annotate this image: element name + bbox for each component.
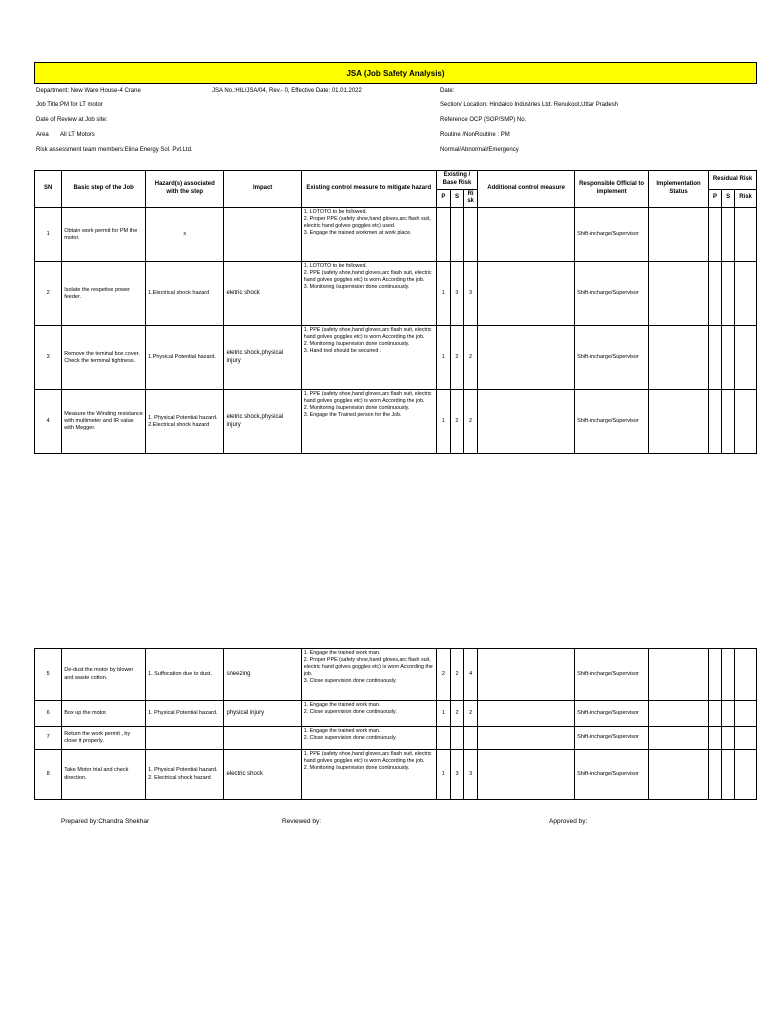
row-s: 3 — [450, 262, 463, 326]
row-residual-risk — [735, 390, 757, 454]
info-block — [34, 84, 757, 176]
row-residual-s — [722, 326, 735, 390]
control-measure: 1. PPE (safety shoe,hand gloves,arc flash suit, electric hand golves goggles etc) is worn According the job. — [303, 751, 432, 764]
control-measure: 1. Engage the trained work man. — [303, 702, 381, 708]
control-measure: 2. Close supervision done continuously. — [303, 734, 397, 741]
header-existing-control: Existing control measure to mitigate hazard — [301, 171, 436, 208]
prepared-by: Prepared by:Chandra Shekhar — [61, 818, 150, 825]
department: Department: New Ware House-4 Crane — [36, 88, 141, 94]
row-s: 2 — [450, 701, 463, 727]
header-basic-step: Basic step of the Job — [62, 171, 146, 208]
row-implementation — [649, 727, 709, 750]
row-residual-risk — [735, 750, 757, 800]
jsa-sheet — [34, 62, 757, 176]
row-p: 1 — [436, 262, 450, 326]
row-residual-s — [722, 649, 735, 701]
row-residual-p — [709, 390, 722, 454]
jsa-table-top — [34, 170, 757, 454]
row-impact: physical injury — [224, 701, 301, 727]
row-implementation — [649, 208, 709, 262]
table-row — [35, 390, 757, 454]
row-sn: 6 — [35, 701, 62, 727]
section-location: Section/ Location: Hindalco Industries Ltd. Renukoot,Uttar Pradesh — [440, 102, 619, 108]
row-responsible: Shift-incharge/Supervisor — [575, 390, 649, 454]
row-residual-p — [709, 727, 722, 750]
row-sn: 4 — [35, 390, 62, 454]
control-measure: 2. Proper PPE (safety shoe,hand gloves,arc flash suit, electric hand golves goggles etc) used. — [303, 216, 431, 230]
area-label: Area — [36, 132, 49, 138]
row-residual-risk — [735, 649, 757, 701]
row-impact: electric shock — [224, 750, 301, 800]
control-measure: 2. Proper PPE (safety shoe,hand gloves,arc flash suit, electric hand golves goggles etc) is worn According the job. — [303, 656, 433, 677]
row-step: De-dust the motor by blower and waste cotton. — [62, 649, 146, 701]
table-row — [35, 727, 757, 750]
row-step: Take Motor trial and check direction. — [62, 750, 146, 800]
row-sn: 2 — [35, 262, 62, 326]
row-hazard: 1.Electrical shock hazard — [146, 262, 224, 326]
row-existing-controls — [301, 727, 436, 750]
row-existing-controls — [301, 750, 436, 800]
control-measure: 1. LOTOTO to be followed. — [303, 209, 367, 216]
row-s: 2 — [450, 649, 463, 701]
job-title: Job Title:PM for LT motor — [36, 102, 103, 108]
row-existing-controls — [301, 701, 436, 727]
row-responsible: Shift-incharge/Supervisor — [575, 727, 649, 750]
row-s: 2 — [450, 326, 463, 390]
table-row — [35, 750, 757, 800]
row-sn: 3 — [35, 326, 62, 390]
row-additional-control — [478, 750, 575, 800]
row-existing-controls — [301, 208, 436, 262]
row-p: 2 — [436, 649, 450, 701]
row-responsible: Shift-incharge/Supervisor — [575, 701, 649, 727]
control-measure: 2. PPE (safety shoe,hand gloves,arc flash suit, electric hand golves goggles etc) is worn According the job. — [303, 270, 432, 284]
row-additional-control — [478, 208, 575, 262]
row-p: 1 — [436, 701, 450, 727]
control-measure: 3. Engage the Trained person for the Job. — [303, 412, 402, 419]
row-responsible: Shift-incharge/Supervisor — [575, 649, 649, 701]
reviewed-by: Reviewed by: — [282, 818, 322, 825]
control-measure: 2. Monitoring /supervision done continuously. — [303, 341, 410, 348]
row-impact — [224, 727, 301, 750]
header-risk: Risk — [463, 189, 477, 208]
row-risk — [464, 727, 478, 750]
row-risk: 2 — [463, 326, 477, 390]
control-measure: 1. PPE (safety shoe,hand gloves,arc flash suit, electric hand golves goggles etc) is worn According the job. — [303, 391, 432, 405]
header-responsible: Responsible Official to implement — [575, 171, 649, 208]
row-p — [436, 727, 450, 750]
row-s — [450, 727, 463, 750]
row-step: Measure the Winding resistance with multimeter and IR value with Megger. — [62, 390, 146, 454]
row-sn: 8 — [35, 750, 62, 800]
row-hazard — [146, 727, 224, 750]
row-residual-s — [722, 208, 735, 262]
row-residual-p — [709, 208, 722, 262]
row-residual-p — [709, 262, 722, 326]
row-impact: eletric shock,physical injury — [224, 390, 301, 454]
row-step: Return the work permit , by close it properly. — [62, 727, 146, 750]
header-hazards: Hazard(s) associated with the step — [146, 171, 224, 208]
table-row — [35, 701, 757, 727]
row-hazard: x — [146, 208, 224, 262]
control-measure: 2. Close supervision done continuously. — [303, 708, 397, 715]
control-measure: 2. Monitoring /supervision done continuously. — [303, 764, 410, 771]
row-s: 3 — [450, 750, 463, 800]
row-additional-control — [478, 649, 575, 701]
row-risk — [463, 208, 477, 262]
row-hazard: 1. Physical Potential hazard. 2. Electrical shock hazard — [146, 750, 224, 800]
control-measure: 3. Close supervision done continuously. — [303, 677, 397, 684]
row-p: 1 — [436, 326, 450, 390]
row-sn: 7 — [35, 727, 62, 750]
jsa-table-bottom — [34, 648, 757, 800]
reference: Reference OCP (SOP/SMP) No. — [440, 117, 527, 123]
row-impact: eletric shock — [224, 262, 301, 326]
row-residual-s — [722, 750, 735, 800]
row-residual-risk — [735, 701, 757, 727]
table-row — [35, 649, 757, 701]
control-measure: 1. Engage the trained work man. — [303, 650, 381, 656]
control-measure: 3. Monitoring /supervision done continuously. — [303, 284, 410, 291]
date: Date: — [440, 88, 455, 94]
row-residual-s — [722, 727, 735, 750]
row-existing-controls — [301, 649, 436, 701]
row-responsible: Shift-incharge/Supervisor — [575, 262, 649, 326]
row-s — [450, 208, 463, 262]
row-responsible: Shift-incharge/Supervisor — [575, 208, 649, 262]
jsa-number: JSA No.:HIL/JSA/04, Rev.- 0, Effective Date: 01.01.2022 — [212, 88, 362, 94]
header-existing-risk: Existing / Base Risk — [436, 171, 477, 190]
row-residual-risk — [735, 727, 757, 750]
row-existing-controls — [301, 326, 436, 390]
row-residual-p — [709, 701, 722, 727]
row-additional-control — [478, 701, 575, 727]
row-additional-control — [478, 326, 575, 390]
row-risk: 2 — [464, 701, 478, 727]
row-hazard: 1. Physical Potential hazard. 2.Electrical shock hazard — [146, 390, 224, 454]
row-step: Box up the motor. — [62, 701, 146, 727]
row-risk: 4 — [464, 649, 478, 701]
header-residual-risk: Residual Risk — [709, 171, 757, 190]
header-residual-risk-col: Risk — [735, 189, 757, 208]
area-value: All LT Motors — [60, 132, 95, 138]
row-residual-s — [722, 701, 735, 727]
row-responsible: Shift-incharge/Supervisor — [575, 326, 649, 390]
row-additional-control — [478, 390, 575, 454]
header-additional-control: Additional control measure — [478, 171, 575, 208]
row-existing-controls — [301, 390, 436, 454]
row-hazard: 1. Suffocation due to dust. — [146, 649, 224, 701]
row-step: Obtain work permit for PM the motor. — [62, 208, 146, 262]
header-impact: Impact — [224, 171, 301, 208]
row-existing-controls — [301, 262, 436, 326]
row-s: 2 — [450, 390, 463, 454]
row-impact — [224, 208, 301, 262]
header-residual-s: S — [722, 189, 735, 208]
header-sn: SN — [35, 171, 62, 208]
routine: Routine /NonRoutine : PM — [440, 132, 510, 138]
row-residual-s — [722, 390, 735, 454]
row-hazard: 1.Physical Potential hazard. — [146, 326, 224, 390]
row-implementation — [649, 750, 709, 800]
table-row — [35, 262, 757, 326]
control-measure: 3. Engage the trained workmen at work place. — [303, 230, 412, 237]
row-residual-risk — [735, 326, 757, 390]
row-residual-p — [709, 750, 722, 800]
table-row — [35, 326, 757, 390]
control-measure: 2. Monitoring /supervision done continuously. — [303, 405, 410, 412]
row-implementation — [649, 649, 709, 701]
control-measure: 3. Hand tool should be secuired . — [303, 348, 382, 355]
row-p: 1 — [436, 750, 450, 800]
row-step: Remove the teminal box cover. Check the terminal tightness. — [62, 326, 146, 390]
review-date: Date of Review at Job site: — [36, 117, 108, 123]
row-step: Isolate the respetive power feeder. — [62, 262, 146, 326]
control-measure: 1. Engage the trained work man. — [303, 728, 381, 734]
row-hazard: 1. Physical Potential hazard. — [146, 701, 224, 727]
row-implementation — [649, 262, 709, 326]
header-p: P — [436, 189, 450, 208]
row-risk: 3 — [464, 750, 478, 800]
row-sn: 5 — [35, 649, 62, 701]
row-additional-control — [478, 727, 575, 750]
row-p: 1 — [436, 390, 450, 454]
row-impact: sneezing — [224, 649, 301, 701]
header-residual-p: P — [709, 189, 722, 208]
row-responsible: Shift-incharge/Supervisor — [575, 750, 649, 800]
row-implementation — [649, 701, 709, 727]
row-residual-p — [709, 326, 722, 390]
row-additional-control — [478, 262, 575, 326]
team-members: Risk assessment team members:Elina Energy Sol. Pvt.Ltd. — [36, 147, 193, 153]
table-row — [35, 208, 757, 262]
control-measure: 1. PPE (safety shoe,hand gloves,arc flash suit, electric hand golves goggles etc) is worn According the job. — [303, 327, 432, 341]
row-sn: 1 — [35, 208, 62, 262]
header-implementation: Implementation Status — [649, 171, 709, 208]
row-implementation — [649, 326, 709, 390]
row-residual-p — [709, 649, 722, 701]
row-residual-risk — [735, 208, 757, 262]
row-residual-s — [722, 262, 735, 326]
document-title: JSA (Job Safety Analysis) — [34, 62, 757, 84]
control-measure: 1. LOTOTO to be followed. — [303, 263, 367, 270]
row-implementation — [649, 390, 709, 454]
approved-by: Approved by: — [549, 818, 588, 825]
header-s: S — [450, 189, 463, 208]
row-risk: 3 — [463, 262, 477, 326]
row-p — [436, 208, 450, 262]
row-risk: 2 — [463, 390, 477, 454]
row-residual-risk — [735, 262, 757, 326]
normal-abnormal: Normal/Abnormal/Emergency — [440, 147, 519, 153]
row-impact: eletric shock,physical injury — [224, 326, 301, 390]
